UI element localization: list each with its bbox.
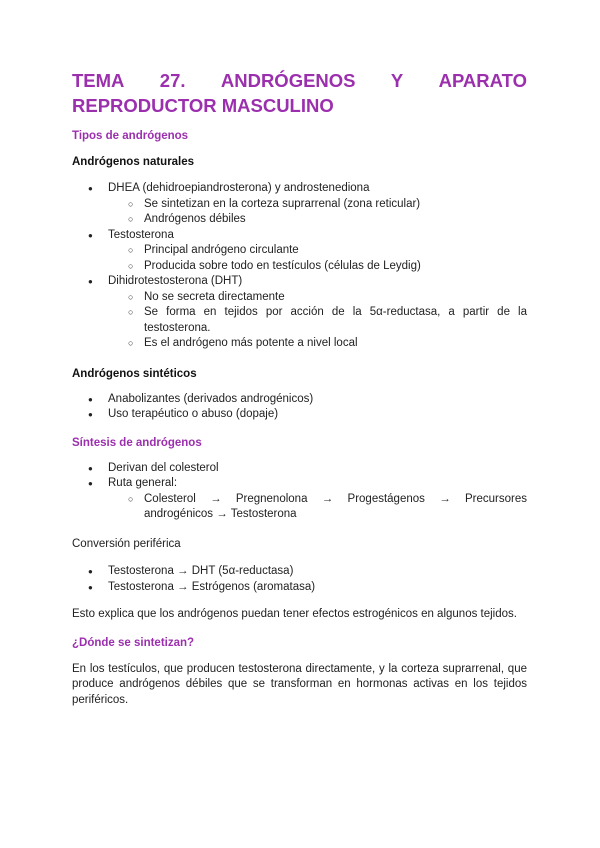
- sub-list-item: ○ No se secreta directamente: [72, 290, 527, 306]
- list-item-label: Testosterona: [108, 228, 174, 241]
- list-item: ● Anabolizantes (derivados androgénicos): [72, 392, 527, 408]
- sintesis-list: [72, 461, 527, 523]
- list-item: ● Testosterona → DHT (5α-reductasa): [72, 564, 527, 580]
- sub-list-item: ○ Se sintetizan en la corteza suprarrenal (zona reticular): [72, 197, 527, 213]
- list-item-label: Dihidrotestosterona (DHT): [108, 275, 243, 287]
- sub-list-item: ○ Principal andrógeno circulante: [72, 243, 527, 259]
- ruta-general-item: [72, 492, 527, 523]
- conversion-note: Esto explica que los andrógenos puedan tener efectos estrogénicos en algunos tejidos.: [72, 608, 517, 620]
- title-word: Y: [390, 70, 404, 91]
- list-item: ● Derivan del colesterol: [72, 461, 527, 477]
- ruta-step: ○ Colesterol: [144, 492, 196, 505]
- title-word: 27.: [159, 70, 186, 91]
- arrow-icon: →: [439, 492, 451, 505]
- naturales-list: [72, 181, 527, 352]
- list-item: [72, 476, 527, 523]
- title-word: APARATO: [438, 70, 527, 91]
- ruta-step: Progestágenos: [347, 492, 425, 505]
- ruta-line-2: androgénicos → Testosterona: [144, 508, 297, 520]
- title-line-2: REPRODUCTOR MASCULINO: [72, 95, 334, 116]
- title-word: ANDRÓGENOS: [220, 70, 356, 91]
- list-item: [72, 228, 527, 275]
- page-title: [72, 68, 527, 118]
- donde-paragraph: En los testículos, que producen testosterona directamente, y la corteza suprarrenal, que produce andrógenos débiles que se transforman en hormonas activas en los tejidos periféricos.: [72, 662, 527, 706]
- sub-list-item: ○ Producida sobre todo en testículos (células de Leydig): [72, 259, 527, 275]
- arrow-icon: →: [210, 492, 222, 505]
- document-page: [72, 68, 527, 708]
- title-word: TEMA: [72, 70, 125, 91]
- list-item: [72, 274, 527, 352]
- conversion-list: [72, 564, 527, 595]
- subheading-naturales: Andrógenos naturales: [72, 156, 195, 168]
- sinteticos-list: [72, 392, 527, 423]
- list-item-label: DHEA (dehidroepiandrosterona) y androstenediona: [108, 182, 370, 194]
- ruta-step: Pregnenolona: [235, 492, 308, 505]
- ruta-step: Precursores: [464, 492, 527, 505]
- sub-list-item: ○ Es el andrógeno más potente a nivel local: [72, 336, 527, 352]
- sub-list-item: ○ Andrógenos débiles: [72, 212, 527, 228]
- subheading-sinteticos: Andrógenos sintéticos: [72, 367, 197, 380]
- section-heading-donde: ¿Dónde se sintetizan?: [72, 636, 195, 649]
- list-item: ● Uso terapéutico o abuso (dopaje): [72, 407, 527, 423]
- list-item: [72, 181, 527, 228]
- list-item: ● Testosterona → Estrógenos (aromatasa): [72, 580, 527, 596]
- ruta-line-1: [144, 492, 527, 508]
- section-heading-sintesis: Síntesis de andrógenos: [72, 436, 202, 449]
- arrow-icon: →: [321, 492, 334, 505]
- section-heading-tipos: Tipos de andrógenos: [72, 130, 189, 142]
- conversion-heading: Conversión periférica: [72, 537, 181, 550]
- list-item-label: Ruta general:: [108, 477, 178, 489]
- sub-list-item: ○ Se forma en tejidos por acción de la 5α-reductasa, a partir de la testosterona.: [72, 305, 527, 336]
